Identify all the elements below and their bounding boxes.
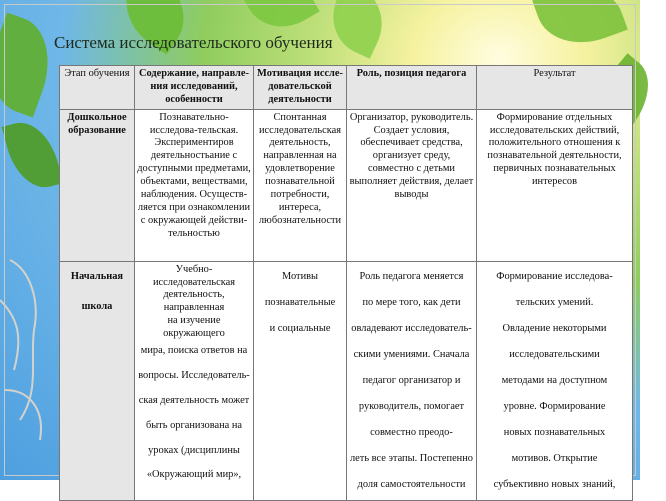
- cell-line: Учебно-исследовательская деятельность, направленная: [152, 263, 235, 314]
- table-row: [60, 261, 633, 500]
- cell-line: уроках (дисциплины: [148, 444, 240, 456]
- table-header-row: [60, 66, 633, 110]
- cell-line: педагог организатор и: [362, 374, 461, 386]
- column-header: Результат: [477, 66, 633, 110]
- cell-line: по мере того, как дети: [362, 296, 461, 308]
- column-header: Содержание, направле-ния исследований, особенности: [135, 66, 254, 110]
- cell-line: Овладение некоторыми: [502, 322, 607, 334]
- cell-line: исследовательскими: [509, 348, 600, 360]
- role-cell: [347, 261, 477, 500]
- cell-line: ская деятельность может: [138, 394, 250, 406]
- stage-cell: [60, 261, 135, 500]
- cell-line: Формирование исследова-: [496, 270, 613, 282]
- column-header: Этап обучения: [60, 66, 135, 110]
- cell-line: мотивов. Открытие: [511, 452, 598, 464]
- slide-title: Система исследовательского обучения: [54, 33, 333, 52]
- cell-line: совместно преодо-: [370, 426, 453, 438]
- cell-line: и социальные: [269, 322, 331, 334]
- stage-line: Начальная: [70, 270, 124, 282]
- cell-line: уровне. Формирование: [503, 400, 606, 412]
- cell-line: леть все этапы. Постепенно: [349, 452, 474, 464]
- cell-line: овладевают исследователь-: [351, 322, 472, 334]
- cell-line: «Окружающий мир»,: [146, 469, 242, 481]
- content-cell: Познавательно-исследова-тельская. Экспериментиров деятельностьание с доступными предметами, объектами, веществами, наблюдения. Осуществ- ляется при ознакомлении с окружающей действи-тельностью: [135, 109, 254, 261]
- stage-line: школа: [81, 300, 113, 312]
- cell-line: Мотивы: [281, 270, 319, 282]
- cell-line: познавательные: [264, 296, 336, 308]
- motivation-cell: Спонтанная исследовательская деятельность, направленная на удовлетворение познавательной потребности, интереса, любознательности: [254, 109, 347, 261]
- column-header: Мотивация иссле-довательской деятельности: [254, 66, 347, 110]
- motivation-cell: [254, 261, 347, 500]
- table-row: [60, 109, 633, 261]
- cell-line: на изучение окружающего: [163, 315, 225, 340]
- cell-line: руководитель, помогает: [358, 400, 465, 412]
- cell-line: методами на доступном: [501, 374, 608, 386]
- research-learning-table: [59, 65, 633, 501]
- content-cell: [135, 261, 254, 500]
- cell-line: новых познавательных: [503, 426, 606, 438]
- cell-line: вопросы. Исследователь-: [138, 369, 250, 381]
- cell-line: скими умениями. Сначала: [353, 348, 470, 360]
- stage-cell: Дошкольное образование: [60, 109, 135, 261]
- result-cell: Формирование отдельных исследовательских действий, положительного отношения к познавательной деятельности, первичных познавательных интересов: [477, 109, 633, 261]
- cell-line: быть организована на: [145, 419, 243, 431]
- role-cell: Организатор, руководитель. Создает условия, обеспечивает средства, организует среду, совместно с детьми выполняет действия, делает выводы: [347, 109, 477, 261]
- cell-line: Роль педагога меняется: [359, 270, 464, 282]
- cell-line: тельских умений.: [515, 296, 594, 308]
- result-cell: [477, 261, 633, 500]
- column-header: Роль, позиция педагога: [347, 66, 477, 110]
- cell-line: мира, поиска ответов на: [140, 345, 248, 357]
- cell-line: доля самостоятельности: [357, 478, 466, 490]
- cell-line: субъективно новых знаний,: [493, 478, 616, 490]
